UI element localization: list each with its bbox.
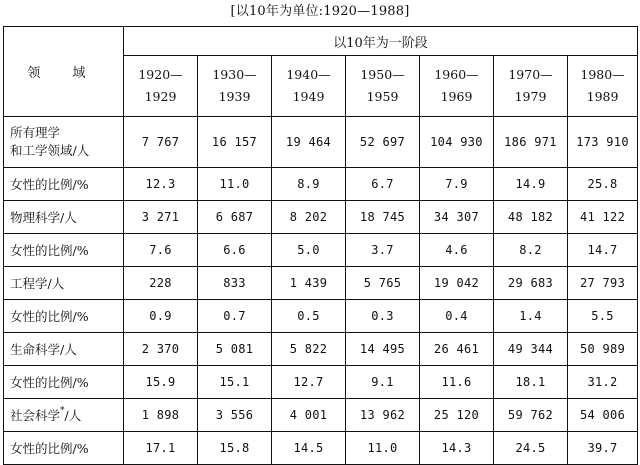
table-cell: 9.1 [346, 366, 420, 399]
period-header: 1940— 1949 [272, 56, 346, 117]
table-cell: 5 822 [272, 333, 346, 366]
table-cell: 11.6 [420, 366, 494, 399]
table-cell: 3 556 [198, 399, 272, 432]
table-cell: 14.9 [494, 168, 568, 201]
table-cell: 25.8 [568, 168, 638, 201]
table-cell: 5 081 [198, 333, 272, 366]
table-cell: 12.7 [272, 366, 346, 399]
table-row [4, 432, 638, 465]
table-cell: 7.6 [124, 234, 198, 267]
row-label-female-ratio: 女性的比例/% [4, 300, 124, 333]
table-row [4, 366, 638, 399]
table-row [4, 399, 638, 432]
table-cell: 34 307 [420, 201, 494, 234]
table-cell: 7 767 [124, 117, 198, 168]
table-cell: 14.7 [568, 234, 638, 267]
table-cell: 13 962 [346, 399, 420, 432]
table-cell: 15.8 [198, 432, 272, 465]
table-cell: 2 370 [124, 333, 198, 366]
table-row [4, 201, 638, 234]
table-cell: 104 930 [420, 117, 494, 168]
table-cell: 3 271 [124, 201, 198, 234]
table-cell: 26 461 [420, 333, 494, 366]
table-cell: 27 793 [568, 267, 638, 300]
table-cell: 5.0 [272, 234, 346, 267]
table-row [4, 168, 638, 201]
period-header: 1970— 1979 [494, 56, 568, 117]
table-cell: 8.9 [272, 168, 346, 201]
table-cell: 0.9 [124, 300, 198, 333]
table-cell: 39.7 [568, 432, 638, 465]
table-cell: 52 697 [346, 117, 420, 168]
table-cell: 833 [198, 267, 272, 300]
table-cell: 25 120 [420, 399, 494, 432]
table-cell: 19 464 [272, 117, 346, 168]
table-cell: 1.4 [494, 300, 568, 333]
table-cell: 59 762 [494, 399, 568, 432]
table-cell: 5.5 [568, 300, 638, 333]
header-row-group [4, 27, 638, 56]
table-cell: 15.1 [198, 366, 272, 399]
table-cell: 4.6 [420, 234, 494, 267]
table-cell: 6.7 [346, 168, 420, 201]
table-cell: 15.9 [124, 366, 198, 399]
table-cell: 3.7 [346, 234, 420, 267]
table-cell: 49 344 [494, 333, 568, 366]
period-header: 1980— 1989 [568, 56, 638, 117]
table-cell: 1 439 [272, 267, 346, 300]
row-label-female-ratio: 女性的比例/% [4, 168, 124, 201]
row-label-life-sciences: 生命科学/人 [4, 333, 124, 366]
row-label-social-sciences: 社会科学*/人 [4, 399, 124, 432]
period-header: 1920— 1929 [124, 56, 198, 117]
table-row [4, 267, 638, 300]
table-cell: 16 157 [198, 117, 272, 168]
table-cell: 6 687 [198, 201, 272, 234]
table-cell: 14.5 [272, 432, 346, 465]
table-cell: 11.0 [346, 432, 420, 465]
table-cell: 14 495 [346, 333, 420, 366]
table-cell: 50 989 [568, 333, 638, 366]
row-label-physical-sciences: 物理科学/人 [4, 201, 124, 234]
row-label-female-ratio: 女性的比例/% [4, 366, 124, 399]
table-cell: 12.3 [124, 168, 198, 201]
row-label-engineering: 工程学/人 [4, 267, 124, 300]
table-cell: 29 683 [494, 267, 568, 300]
table-cell: 4 001 [272, 399, 346, 432]
table-caption: [以10年为单位:1920—1988] [230, 4, 410, 19]
table-row [4, 234, 638, 267]
table-cell: 48 182 [494, 201, 568, 234]
row-label-female-ratio: 女性的比例/% [4, 234, 124, 267]
table-cell: 19 042 [420, 267, 494, 300]
table-cell: 186 971 [494, 117, 568, 168]
table-cell: 31.2 [568, 366, 638, 399]
table-row [4, 117, 638, 168]
period-header: 1950— 1959 [346, 56, 420, 117]
footnote-mark: * [60, 406, 65, 416]
row-label-all-fields: 所有理学 和工学领域/人 [4, 117, 124, 168]
table-cell: 54 006 [568, 399, 638, 432]
table-cell: 5 765 [346, 267, 420, 300]
period-header: 1960— 1969 [420, 56, 494, 117]
table-cell: 1 898 [124, 399, 198, 432]
statistics-table [3, 26, 638, 465]
table-cell: 11.0 [198, 168, 272, 201]
table-cell: 17.1 [124, 432, 198, 465]
table-cell: 0.3 [346, 300, 420, 333]
table-cell: 18 745 [346, 201, 420, 234]
table-cell: 18.1 [494, 366, 568, 399]
table-cell: 0.4 [420, 300, 494, 333]
table-cell: 14.3 [420, 432, 494, 465]
table-cell: 0.5 [272, 300, 346, 333]
table-cell: 0.7 [198, 300, 272, 333]
table-cell: 7.9 [420, 168, 494, 201]
table-cell: 228 [124, 267, 198, 300]
period-header: 1930— 1939 [198, 56, 272, 117]
table-row [4, 300, 638, 333]
field-column-header: 领 域 [4, 27, 124, 117]
table-cell: 173 910 [568, 117, 638, 168]
table-row [4, 333, 638, 366]
table-cell: 41 122 [568, 201, 638, 234]
period-group-header: 以10年为一阶段 [124, 27, 638, 56]
row-label-female-ratio: 女性的比例/% [4, 432, 124, 465]
table-cell: 24.5 [494, 432, 568, 465]
table-cell: 8.2 [494, 234, 568, 267]
table-cell: 8 202 [272, 201, 346, 234]
table-cell: 6.6 [198, 234, 272, 267]
